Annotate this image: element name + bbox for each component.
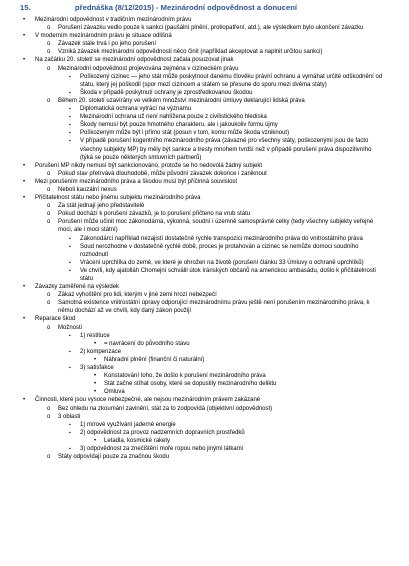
- outline-item-level-3: [0, 421, 386, 429]
- bullet-text: Na začátku 20. století se mezinárodní odpovědnost začala posuzovat jinak: [35, 57, 234, 64]
- bullet-marker: ▪: [69, 243, 71, 250]
- bullet-text: Přičitatelnost státu nebo jinému subjektu mezinárodního práva: [35, 195, 201, 202]
- outline-item-level-3: [0, 235, 386, 243]
- bullet-marker: •: [23, 178, 26, 185]
- bullet-text: Škody nemusí být pouze hmotného charakteru, ale i jakoukoliv formu újmy: [80, 122, 278, 129]
- bullet-marker: •: [23, 57, 26, 64]
- bullet-marker: ▪: [69, 445, 71, 452]
- bullet-text: Porušení MP nikdy nemusí být sankcionováno, protože se ho nedovolá žádný subjekt: [35, 162, 263, 169]
- bullet-text: Omluva: [104, 389, 125, 396]
- outline-item-level-3: [0, 267, 386, 283]
- outline-item-level-2: [0, 48, 386, 56]
- bullet-text: = navrácení do původního stavu: [104, 340, 190, 347]
- outline-item-level-3: [0, 364, 386, 372]
- outline-item-level-3: [0, 73, 386, 89]
- bullet-marker: •: [94, 437, 97, 444]
- bullet-marker: ▪: [69, 429, 71, 436]
- lecture-outline: [0, 16, 386, 461]
- bullet-text: Poškozeným může být i přímo stát (posun v tom, komu může škoda vzniknout): [80, 130, 290, 137]
- bullet-marker: ▪: [69, 267, 71, 274]
- outline-item-level-4: [0, 380, 386, 388]
- outline-item-level-3: [0, 105, 386, 113]
- outline-item-level-2: [0, 291, 386, 299]
- bullet-text: Konstatování toho, že došlo k porušení mezinárodního práva: [104, 373, 266, 380]
- bullet-marker: ▪: [69, 73, 71, 80]
- bullet-marker: o: [47, 413, 51, 420]
- bullet-text: Soud nerozhodne v dostatečně rychlé době, proces je protahován a cizinec se nemůže domoci soudního rozhodnutí: [80, 243, 359, 258]
- outline-item-level-2: [0, 24, 386, 32]
- bullet-marker: •: [23, 33, 26, 40]
- bullet-marker: ▪: [69, 365, 71, 372]
- bullet-marker: •: [94, 340, 97, 347]
- outline-item-level-4: [0, 388, 386, 396]
- bullet-text: Činnosti, které jsou vysoce nebezpečné, ale nejsou mezinárodním právem zakázané: [35, 397, 261, 404]
- bullet-text: Zákonodárci například nezajistí dostatečně rychle transpozici mezinárodního práva do vnitrostátního práva: [80, 235, 363, 242]
- bullet-marker: o: [47, 292, 51, 299]
- bullet-marker: o: [47, 324, 51, 331]
- outline-item-level-2: [0, 97, 386, 105]
- bullet-marker: ▪: [69, 259, 71, 266]
- bullet-text: Ve chvíli, kdy ajatolláh Chomejní schválil útok íránských občanů na americkou ambasádu, došlo k přičitatelnosti státu: [80, 267, 376, 282]
- bullet-text: Vzniká závazek mezinárodní odpovědnosti něco činit (například akceptovat a naplnit určitou sankci): [58, 49, 323, 56]
- bullet-marker: ▪: [69, 138, 71, 145]
- bullet-text: V moderním mezinárodním právu je situace odlišná: [35, 33, 172, 40]
- bullet-marker: ▪: [69, 122, 71, 129]
- bullet-marker: ▪: [69, 114, 71, 121]
- bullet-text: Mezi porušením mezinárodního práva a škodou musí být příčinná souvislost: [35, 178, 238, 185]
- bullet-marker: o: [47, 454, 51, 461]
- bullet-text: Neboli kauzální nexus: [58, 186, 117, 193]
- bullet-text: Porušení může učinit moc zákonodárná, výkonná, soudní i územně samosprávné celky (tedy všechny subjekty veřejné moci, ale i moci státní): [58, 219, 374, 234]
- bullet-text: 2) odpovědnost za provoz nadzemních dopravních prostředků: [80, 429, 245, 436]
- bullet-marker: o: [47, 170, 51, 177]
- bullet-marker: o: [47, 25, 51, 32]
- outline-item-level-2: [0, 405, 386, 413]
- bullet-marker: •: [23, 397, 26, 404]
- bullet-marker: o: [47, 203, 51, 210]
- outline-item-level-3: [0, 137, 386, 161]
- bullet-text: Škoda v případě poskytnutí ochrany je zprostředkovanou škodou: [80, 89, 253, 96]
- outline-item-level-4: [0, 437, 386, 445]
- bullet-marker: o: [47, 405, 51, 412]
- outline-item-level-1: [0, 283, 386, 291]
- bullet-marker: ▪: [69, 106, 71, 113]
- bullet-marker: ▪: [69, 130, 71, 137]
- outline-item-level-2: [0, 210, 386, 218]
- bullet-text: Možnosti: [58, 324, 83, 331]
- bullet-marker: o: [47, 300, 51, 307]
- outline-item-level-2: [0, 202, 386, 210]
- outline-item-level-3: [0, 445, 386, 453]
- outline-item-level-3: [0, 121, 386, 129]
- outline-item-level-1: [0, 315, 386, 323]
- bullet-marker: •: [23, 195, 26, 202]
- outline-item-level-1: [0, 32, 386, 40]
- bullet-text: Mezinárodní odpovědnost projevována zejména v cizineckém právu: [58, 65, 239, 72]
- outline-item-level-2: [0, 453, 386, 461]
- outline-item-level-2: [0, 324, 386, 332]
- outline-item-level-3: [0, 259, 386, 267]
- bullet-marker: o: [47, 186, 51, 193]
- bullet-text: 1) restituce: [80, 332, 110, 339]
- bullet-text: Pokud dochází k porušení závazků, je to porušení přičteno na vrub státu: [58, 211, 251, 218]
- bullet-text: Náhradní plnění (finanční či naturální): [104, 356, 205, 363]
- bullet-marker: ▪: [69, 235, 71, 242]
- outline-item-level-3: [0, 113, 386, 121]
- outline-item-level-4: [0, 372, 386, 380]
- outline-item-level-3: [0, 429, 386, 437]
- bullet-text: 3 oblasti: [58, 413, 81, 420]
- bullet-text: Státy odpovídají pouze za značnou škodu: [58, 454, 170, 461]
- bullet-text: 3) satisfakce: [80, 365, 114, 372]
- bullet-marker: •: [23, 17, 26, 23]
- bullet-marker: •: [94, 373, 97, 380]
- outline-item-level-1: [0, 194, 386, 202]
- bullet-text: 1) mírové využívání jaderné energie: [80, 421, 176, 428]
- bullet-text: Reparace škod: [35, 316, 76, 323]
- outline-item-level-1: [0, 178, 386, 186]
- bullet-text: Diplomatická ochrana vytrácí na významu: [80, 106, 192, 113]
- bullet-marker: ▪: [69, 348, 71, 355]
- bullet-marker: o: [47, 97, 51, 104]
- outline-item-level-2: [0, 40, 386, 48]
- bullet-marker: •: [23, 284, 26, 291]
- lecture-number: 15.: [20, 3, 31, 12]
- bullet-marker: o: [47, 49, 51, 56]
- bullet-text: Bez ohledu na zkoumání zavinění, stát za to zodpovídá (objektivní odpovědnost): [58, 405, 273, 412]
- outline-item-level-4: [0, 356, 386, 364]
- bullet-text: Závazky zaměřené na výsledek: [35, 284, 120, 291]
- bullet-marker: •: [94, 381, 97, 388]
- outline-item-level-2: [0, 170, 386, 178]
- bullet-text: V případě porušení kogentního mezinárodního práva (závazné pro všechny státy, poškozenými jsou de facto všechny subjekty MP) by měly být sankce a tresty mnohem tvrdší než v případě porušení práva dispozitivního (týká se pouze některých smluvních partnerů): [80, 138, 372, 161]
- bullet-text: Závazek stále trvá i po jeho porušení: [58, 41, 157, 48]
- outline-item-level-1: [0, 396, 386, 404]
- bullet-marker: o: [47, 41, 51, 48]
- bullet-text: 3) odpovědnost za znečištění moře ropou nebo jinými látkami: [80, 445, 244, 452]
- bullet-text: Samotná existence vnitrostátní úpravy odporující mezinárodnímu právu ještě není porušením mezinárodního práva, k němu dochází až ve chvíli, kdy daný zákon použijí: [58, 300, 370, 315]
- outline-item-level-4: [0, 340, 386, 348]
- bullet-text: Stát začne stíhat osoby, které se dopustily mezinárodního deliktu: [104, 381, 277, 388]
- bullet-text: Během 20. století uzavírány ve velkém množství mezinárodní úmluvy deklarující lidská práva: [58, 97, 305, 104]
- outline-item-level-2: [0, 65, 386, 73]
- bullet-text: Pokud stav přetrvává dlouhodobě, může původní závazek dokonce i zaniknout: [58, 170, 267, 177]
- bullet-marker: •: [23, 162, 26, 169]
- outline-item-level-1: [0, 56, 386, 64]
- bullet-text: Poškozený cizinec — jeho stát může poskytnout danému člověku právní ochranu a vymáhat určité odškodnění od státu, který jej poškodil (spor mezi cizincem a státem se přesune do sporu mezi dvěma státy): [80, 73, 383, 88]
- lecture-title: přednáška (8/12/2015) - Mezinárodní odpovědnost a donucení: [75, 3, 297, 12]
- outline-item-level-1: [0, 16, 386, 24]
- bullet-text: 2) kompenzace: [80, 348, 122, 355]
- bullet-marker: •: [23, 316, 26, 323]
- outline-item-level-3: [0, 129, 386, 137]
- bullet-marker: o: [47, 65, 51, 72]
- bullet-marker: •: [94, 356, 97, 363]
- outline-item-level-3: [0, 348, 386, 356]
- bullet-text: Mezinárodní ochrana už není nahlížena pouze z civilistického hlediska: [80, 114, 267, 121]
- bullet-text: Letadla, kosmické rakety: [104, 437, 171, 444]
- outline-item-level-3: [0, 89, 386, 97]
- outline-item-level-1: [0, 162, 386, 170]
- bullet-marker: o: [47, 211, 51, 218]
- bullet-text: Zákaz vyhoštění pro lidi, kterým v jiné zemi hrozí nebezpečí: [58, 292, 217, 299]
- bullet-text: Za stát jednají jeho představitelé: [58, 203, 145, 210]
- outline-item-level-2: [0, 299, 386, 315]
- bullet-text: Vrácení uprchlíka do země, ve které je ohrožen na životě (porušení článku 33 Úmluvy o ochraně uprchlíků): [80, 259, 364, 266]
- outline-item-level-2: [0, 218, 386, 234]
- outline-item-level-3: [0, 332, 386, 340]
- bullet-marker: ▪: [69, 332, 71, 339]
- bullet-marker: •: [94, 389, 97, 396]
- bullet-text: Mezinárodní odpovědnost v tradičním mezinárodním právu: [35, 17, 192, 23]
- bullet-text: Porušení závazku vedlo pouze k sankci (paušální plnění, protiopatření, atd.), ale výsledkem bylo ukončení závazku: [58, 25, 364, 32]
- page-title: [20, 3, 390, 13]
- bullet-marker: ▪: [69, 421, 71, 428]
- bullet-marker: o: [47, 219, 51, 226]
- outline-item-level-2: [0, 413, 386, 421]
- outline-item-level-3: [0, 243, 386, 259]
- bullet-marker: ▪: [69, 89, 71, 96]
- outline-item-level-2: [0, 186, 386, 194]
